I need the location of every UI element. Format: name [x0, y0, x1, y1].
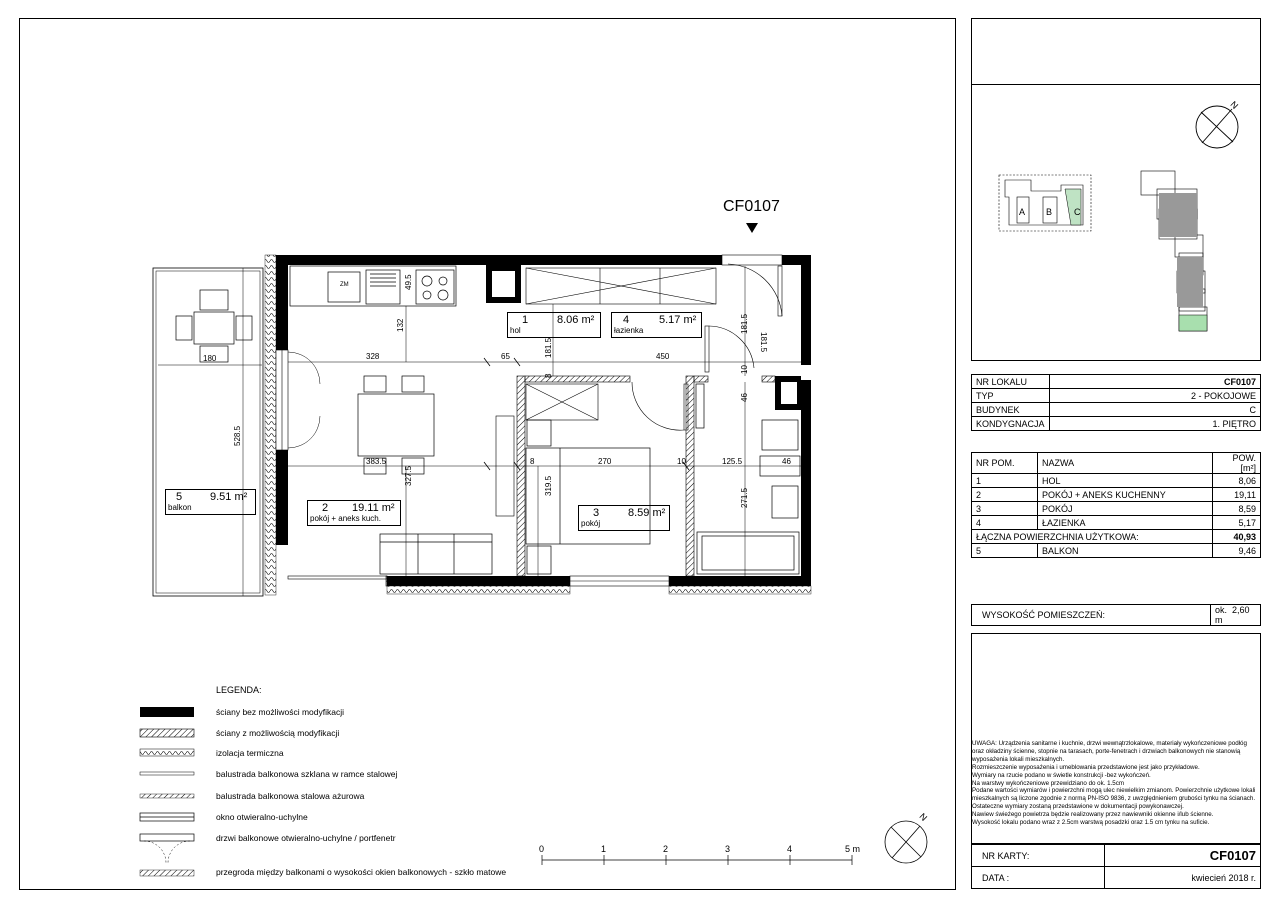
rooms-table: NR POM. NAZWA POW. [m²] 1 HOL 8,06 2 POKÓJ + ANEKS KUCHENNY 19,11 3 POKÓJ 8,59 4 ŁAZIENKA 5,17 ŁĄCZNA POWIERZCHNIA UŻYTKOWA: 40,93 5 BALKON 9,46 — [971, 452, 1261, 558]
room-label-bath: 4 5.17 m² łazienka — [611, 312, 702, 338]
dim-181-5-b: 181.5 — [740, 313, 749, 334]
scale-tick-3: 3 — [725, 844, 731, 854]
legend-item-balcony-door: drzwi balkonowe otwieralno-uchylne / portfenetr — [216, 833, 396, 843]
table-row: 1 HOL 8,06 — [972, 474, 1261, 488]
dim-125-5: 125.5 — [722, 457, 743, 466]
card-table: NR KARTY: CF0107 DATA : kwiecień 2018 r. — [971, 844, 1261, 889]
scale-bar — [542, 855, 852, 865]
total-row: ŁĄCZNA POWIERZCHNIA UŻYTKOWA: 40,93 — [972, 530, 1261, 544]
dim-270: 270 — [598, 457, 612, 466]
balcony-outline — [153, 268, 263, 596]
scale-tick-2: 2 — [663, 844, 669, 854]
dim-10a: 10 — [740, 365, 749, 374]
legend-item-walls-modifiable: ściany z możliwością modyfikacji — [216, 728, 340, 738]
dim-271-5: 271.5 — [740, 487, 749, 508]
kitchen — [290, 266, 456, 306]
legend-symbols — [140, 707, 194, 876]
north-label-keyplan: N — [1228, 99, 1241, 111]
bathroom-fixtures — [696, 384, 800, 574]
legend-item-insulation: izolacja termiczna — [216, 748, 284, 758]
modifiable-walls — [386, 373, 775, 586]
room-label-balcony: 5 9.51 m² balkon — [165, 489, 256, 515]
dim-8a: 8 — [544, 373, 553, 378]
dim-10b: 10 — [677, 457, 686, 466]
keyplan-building-a: A — [1019, 207, 1026, 217]
north-arrow-plan — [885, 821, 927, 863]
balcony-furniture — [176, 290, 252, 362]
keyplan-building-b: B — [1046, 207, 1053, 217]
height-table: WYSOKOŚĆ POMIESZCZEŃ: ok. 2,60 m — [971, 604, 1261, 626]
room-label-hol: 1 8.06 m² hol — [507, 312, 601, 338]
scale-tick-0: 0 — [539, 844, 545, 854]
table-row: 5 BALKON 9,46 — [972, 544, 1261, 558]
dim-319-5: 319.5 — [544, 475, 553, 496]
legend-item-walls-fixed: ściany bez możliwości modyfikacji — [216, 707, 345, 717]
table-row: 4 ŁAZIENKA 5,17 — [972, 516, 1261, 530]
table-row: 3 POKÓJ 8,59 — [972, 502, 1261, 516]
legend-item-glass-railing: balustrada balkonowa szklana w ramce stalowej — [216, 769, 398, 779]
keyplan-building-c: C — [1074, 207, 1081, 217]
scale-tick-4: 4 — [787, 844, 793, 854]
notes-text: UWAGA: Urządzenia sanitarne i kuchnie, drzwi wewnątrzlokalowe, materiały wykończeniowe podłóg oraz okładziny ścienne, stopnie na tarasach, porte-fenetrach i drzwiach balkonowych nie stanowią wyposażenia lokali mieszkalnych. Rozmieszczenie wyposażenia i umeblowania przedstawione jest jako przykładowe. Wymiary na rzucie podano w świetle konstrukcji -bez wykończeń. Na warstwy wykończeniowe przewidziano do ok. 1.5cm Podane wartości wymiarów i powierzchni mogą ulec niewielkim zmianom. Powierzchnie użytkowe lokali mieszkalnych są liczone zgodnie z normą PN-ISO 9836, z uwzględnieniem grubości tynku na ścianach. Ostateczne wymiary zostaną przedstawione w dokumentacji powykonawczej. Nawiew świeżego powietrza będzie realizowany przez nawiewniki okienne i/lub ścienne. Wysokość lokalu podano wraz z 2.5cm warstwą posadzki oraz 1.5 cm tynku na suficie. — [972, 740, 1256, 827]
fixture-fridge-label: ZM — [340, 282, 349, 288]
unit-code-label: CF0107 — [723, 198, 780, 215]
keyplan — [971, 85, 1261, 361]
bed — [526, 420, 650, 574]
insulation — [265, 255, 276, 595]
dim-132: 132 — [396, 318, 405, 332]
scale-tick-1: 1 — [601, 844, 607, 854]
dim-46b: 46 — [782, 457, 791, 466]
room-label-bedroom: 3 8.59 m² pokój — [578, 505, 670, 531]
dim-46a: 46 — [740, 393, 749, 402]
dim-328: 328 — [366, 352, 380, 361]
dim-528-5: 528.5 — [233, 425, 242, 446]
room-label-living: 2 19.11 m² pokój + aneks kuch. — [307, 500, 401, 526]
dim-8b: 8 — [530, 457, 535, 466]
north-arrow-keyplan — [1196, 106, 1238, 148]
dim-65: 65 — [501, 352, 510, 361]
unit-info-table: NR LOKALU CF0107 TYP 2 - POKOJOWE BUDYNEK C KONDYGNACJA 1. PIĘTRO — [971, 374, 1261, 431]
dim-450: 450 — [656, 352, 670, 361]
dim-49-5: 49.5 — [404, 274, 413, 290]
dim-327-5: 327.5 — [404, 465, 413, 486]
unit-marker-arrow — [746, 223, 758, 233]
dim-181-5-a: 181.5 — [544, 337, 553, 358]
dim-181-5-c: 181.5 — [759, 332, 768, 353]
legend-item-partition: przegroda między balkonami o wysokości okien balkonowych - szkło matowe — [216, 867, 507, 877]
legend-item-window: okno otwieralno-uchylne — [216, 812, 308, 822]
sofa — [380, 534, 492, 574]
table-row: 2 POKÓJ + ANEKS KUCHENNY 19,11 — [972, 488, 1261, 502]
legend-title: LEGENDA: — [216, 685, 262, 695]
dim-180: 180 — [203, 354, 217, 363]
north-label-plan: N — [917, 811, 930, 823]
dim-383-5: 383.5 — [366, 457, 387, 466]
scale-tick-5: 5 m — [845, 844, 861, 854]
legend-item-steel-railing: balustrada balkonowa stalowa ażurowa — [216, 791, 365, 801]
